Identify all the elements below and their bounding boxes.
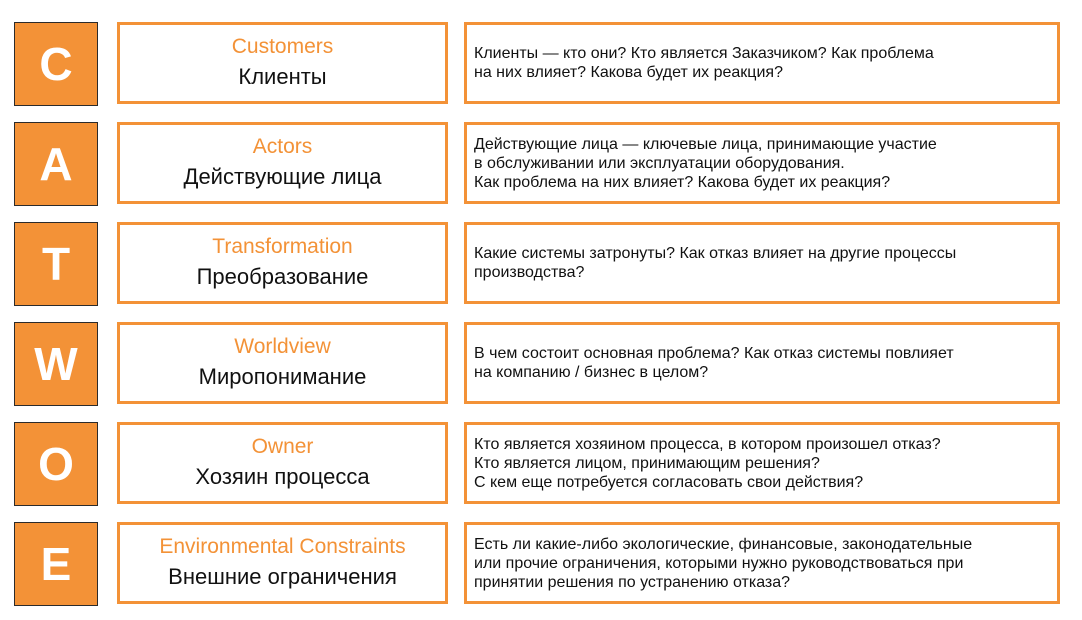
description-box-owner [464, 422, 1060, 504]
catwoe-row-actors [0, 122, 1082, 206]
term-box-transformation [117, 222, 448, 304]
description-line: Кто является лицом, принимающим решения? [474, 454, 820, 472]
description-line: Клиенты — кто они? Кто является Заказчиком? Как проблема [474, 45, 934, 62]
catwoe-row-owner [0, 422, 1082, 506]
term-box-worldview [117, 322, 448, 404]
catwoe-row-environmental-constraints [0, 522, 1082, 606]
letter-tile-w [14, 322, 98, 406]
letter-w: W [34, 338, 78, 390]
term-english-actors: Actors [252, 135, 313, 158]
catwoe-row-worldview [0, 322, 1082, 406]
letter-o: O [38, 438, 74, 490]
catwoe-row-transformation [0, 222, 1082, 306]
description-line: Есть ли какие-либо экологические, финансовые, законодательные [474, 535, 973, 553]
description-line: на компанию / бизнес в целом? [474, 364, 709, 381]
letter-tile-a [14, 122, 98, 206]
term-russian-customers: Клиенты [238, 64, 327, 89]
description-box-transformation [464, 222, 1060, 304]
description-line: Кто является хозяином процесса, в котором произошел отказ? [474, 435, 941, 453]
term-russian-environmental-constraints: Внешние ограничения [168, 564, 397, 589]
term-box-owner [117, 422, 448, 504]
letter-tile-e [14, 522, 98, 606]
letter-c: C [39, 38, 73, 90]
term-box-actors [117, 122, 448, 204]
description-box-environmental-constraints [464, 522, 1060, 604]
term-box-customers [117, 22, 448, 104]
term-english-environmental-constraints: Environmental Constraints [159, 535, 406, 558]
letter-t: T [41, 238, 71, 290]
catwoe-row-customers [0, 22, 1082, 106]
description-line: или прочие ограничения, которыми нужно руководствоваться при [474, 554, 964, 572]
description-line: Как проблема на них влияет? Какова будет их реакция? [474, 173, 891, 191]
description-line: Какие системы затронуты? Как отказ влияет на другие процессы [474, 245, 957, 262]
description-line: принятии решения по устранению отказа? [474, 573, 791, 591]
description-box-customers [464, 22, 1060, 104]
letter-tile-t [14, 222, 98, 306]
description-box-actors [464, 122, 1060, 204]
term-russian-actors: Действующие лица [183, 164, 382, 189]
term-box-environmental-constraints [117, 522, 448, 604]
description-box-worldview [464, 322, 1060, 404]
description-line: С кем еще потребуется согласовать свои действия? [474, 473, 864, 491]
term-english-owner: Owner [251, 435, 314, 458]
term-russian-transformation: Преобразование [196, 264, 369, 289]
term-english-worldview: Worldview [234, 335, 331, 358]
description-line: В чем состоит основная проблема? Как отказ системы повлияет [474, 345, 954, 362]
term-english-transformation: Transformation [212, 235, 353, 258]
term-english-customers: Customers [231, 35, 334, 58]
letter-tile-o [14, 422, 98, 506]
description-line: Действующие лица — ключевые лица, принимающие участие [474, 135, 937, 153]
term-russian-worldview: Миропонимание [198, 364, 367, 389]
term-russian-owner: Хозяин процесса [195, 464, 370, 489]
letter-e: E [40, 538, 72, 590]
letter-tile-c [14, 22, 98, 106]
description-line: производства? [474, 264, 585, 281]
description-line: на них влияет? Какова будет их реакция? [474, 64, 783, 81]
description-line: в обслуживании или эксплуатации оборудования. [474, 154, 845, 172]
letter-a: A [39, 138, 73, 190]
